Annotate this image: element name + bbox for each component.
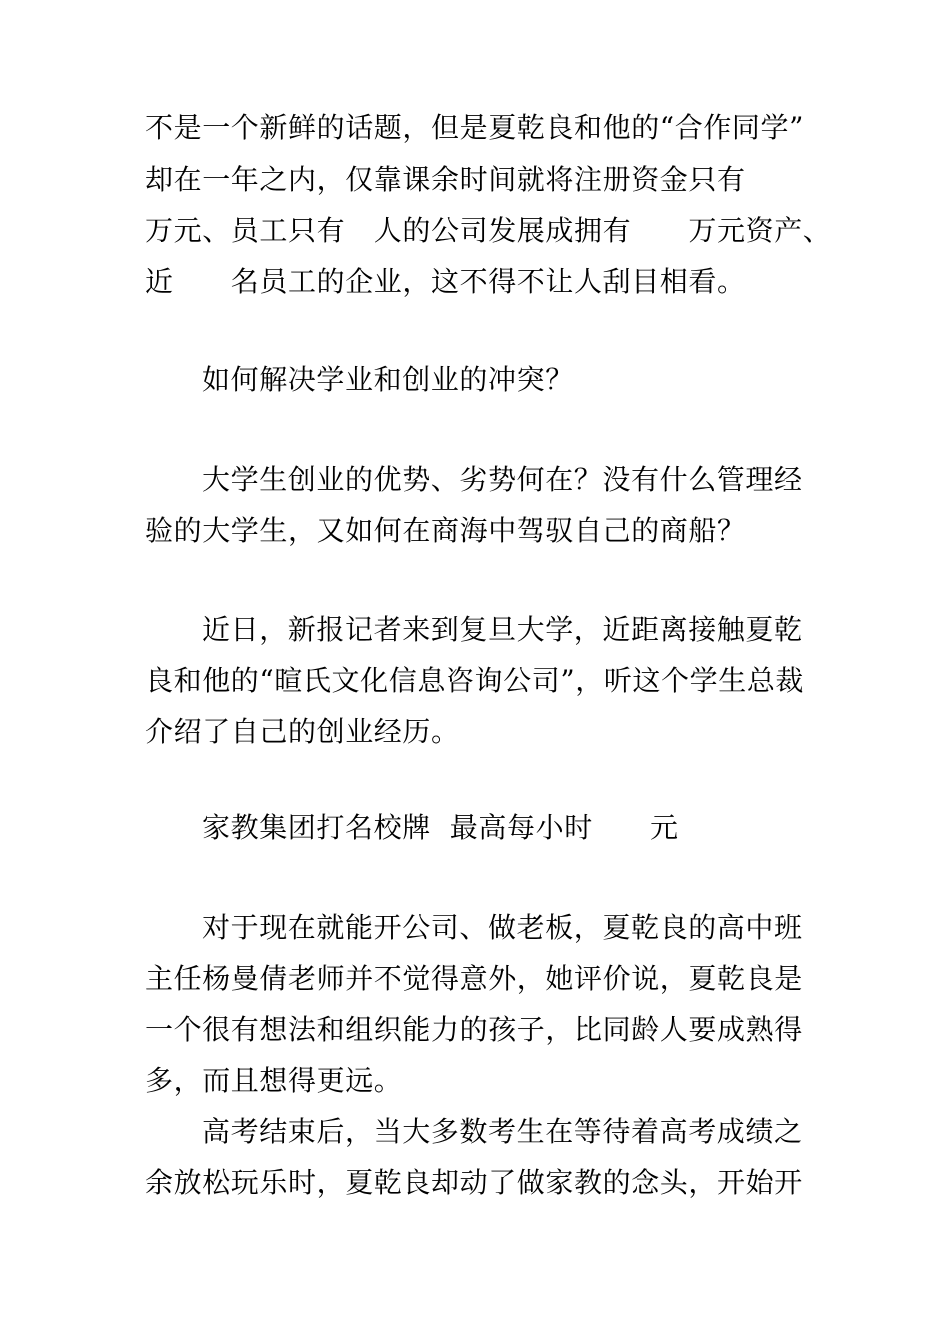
paragraph-line: 良和他的“暄氏文化信息咨询公司”，听这个学生总裁 — [145, 664, 805, 697]
paragraph-line: 不是一个新鲜的话题，但是夏乾良和他的“合作同学” — [145, 111, 805, 144]
paragraph-line: 对于现在就能开公司、做老板，夏乾良的高中班 — [202, 911, 803, 944]
paragraph-line: 余放松玩乐时，夏乾良却动了做家教的念头，开始开 — [145, 1166, 803, 1199]
section-heading: 家教集团打名校牌 最高每小时 元 — [202, 811, 679, 844]
paragraph-line: 高考结束后，当大多数考生在等待着高考成绩之 — [202, 1115, 803, 1148]
paragraph-line: 介绍了自己的创业经历。 — [145, 715, 460, 748]
section-question: 如何解决学业和创业的冲突？ — [202, 363, 574, 396]
paragraph-line: 却在一年之内，仅靠课余时间就将注册资金只有 — [145, 163, 746, 196]
paragraph-line: 近日，新报记者来到复旦大学，近距离接触夏乾 — [202, 613, 803, 646]
paragraph-line: 大学生创业的优势、劣势何在？没有什么管理经 — [202, 463, 803, 496]
paragraph-line: 多，而且想得更远。 — [145, 1064, 403, 1097]
paragraph-line: 近 名员工的企业，这不得不让人刮目相看。 — [145, 265, 746, 298]
paragraph-line: 验的大学生，又如何在商海中驾驭自己的商船？ — [145, 514, 746, 547]
paragraph-line: 万元、员工只有 人的公司发展成拥有 万元资产、 — [145, 214, 832, 247]
paragraph-line: 一个很有想法和组织能力的孩子，比同龄人要成熟得 — [145, 1013, 803, 1046]
paragraph-line: 主任杨曼倩老师并不觉得意外，她评价说，夏乾良是 — [145, 962, 803, 995]
